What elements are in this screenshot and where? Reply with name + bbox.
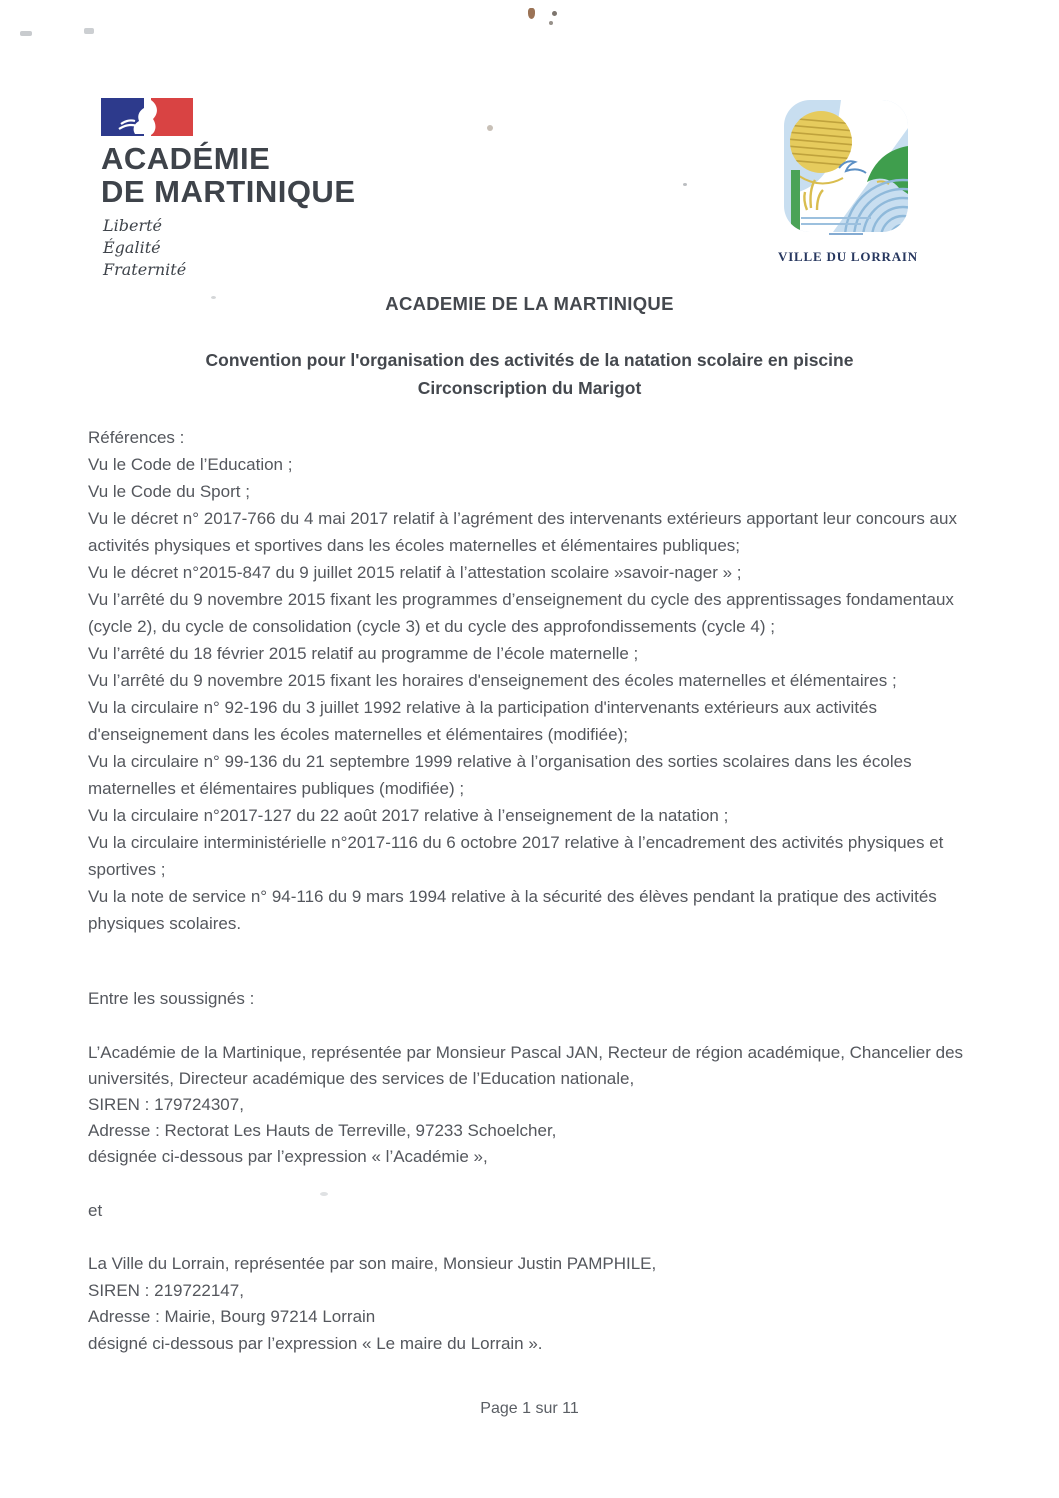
party-city-line: La Ville du Lorrain, représentée par son maire, Monsieur Justin PAMPHILE, [88,1254,657,1273]
motto-line: Liberté [103,216,162,235]
party-academy-line: Adresse : Rectorat Les Hauts de Terreville, 97233 Schoelcher, [88,1121,557,1140]
reference-item: Vu le décret n° 2017-766 du 4 mai 2017 relatif à l’agrément des intervenants extérieurs apportant leur concours aux activités physiques et sportives dans les écoles maternelles et élémentaires publiques; [88,509,957,555]
academy-wordmark-line2: DE MARTINIQUE [101,174,356,209]
scan-artifact [20,31,32,36]
party-academy [88,1040,983,1170]
party-academy-line: L’Académie de la Martinique, représentée par Monsieur Pascal JAN, Recteur de région académique, Chancelier des universités, Directeur académique des services de l’Education nationale, [88,1043,964,1088]
scan-artifact [84,28,94,34]
french-republic-flag-icon [101,98,193,136]
reference-item: Vu la circulaire n°2017-127 du 22 août 2017 relative à l’enseignement de la natation ; [88,806,729,825]
party-city-line: désigné ci-dessous par l’expression « Le maire du Lorrain ». [88,1333,543,1353]
document-subtitle [0,346,1059,402]
reference-item: Vu la circulaire interministérielle n°2017-116 du 6 octobre 2017 relative à l’encadrement des activités physiques et sportives ; [88,833,944,879]
scan-artifact [683,183,687,186]
references-heading: Références : [88,428,185,447]
scan-artifact [528,8,535,19]
scan-artifact [320,1192,328,1196]
party-academy-line: désignée ci-dessous par l’expression « l’Académie », [88,1147,488,1166]
subtitle-line-2: Circonscription du Marigot [417,378,642,398]
reference-item: Vu le décret n°2015-847 du 9 juillet 2015 relatif à l’attestation scolaire »savoir-nager » ; [88,563,742,582]
reference-item: Vu le Code du Sport ; [88,482,250,501]
reference-item: Vu l’arrêté du 9 novembre 2015 fixant les horaires d'enseignement des écoles maternelles et élémentaires ; [88,671,897,690]
between-heading: Entre les soussignés : [88,989,255,1008]
page-number: Page 1 sur 11 [480,1400,579,1417]
city-logo-caption: VILLE DU LORRAIN [778,249,918,264]
reference-item: Vu le Code de l’Education ; [88,455,293,474]
scan-artifact [552,11,557,16]
academy-wordmark-line1: ACADÉMIE [101,141,271,176]
scan-artifact [487,125,493,131]
party-city-line: SIREN : 219722147, [88,1280,244,1300]
ville-du-lorrain-logo [778,98,918,265]
references-list [88,451,983,937]
ville-du-lorrain-emblem-icon [781,98,911,236]
academie-martinique-logo [101,98,356,281]
subtitle-line-1: Convention pour l'organisation des activités de la natation scolaire en piscine [205,350,854,370]
reference-item: Vu la circulaire n° 92-196 du 3 juillet 1992 relative à la participation d'intervenants extérieurs aux activités d'enseignement dans les écoles maternelles et élémentaires (modifiée); [88,698,878,744]
reference-item: Vu l’arrêté du 9 novembre 2015 fixant les programmes d’enseignement du cycle des apprentissages fondamentaux (cycle 2), du cycle de consolidation (cycle 3) et du cycle des approfondissements (cycle 4) ; [88,590,954,636]
motto-line: Égalité [103,238,161,257]
republic-motto [103,215,356,281]
scan-artifact [549,21,553,25]
reference-item: Vu l’arrêté du 18 février 2015 relatif au programme de l’école maternelle ; [88,644,639,663]
party-city [88,1251,983,1357]
party-city-line: Adresse : Mairie, Bourg 97214 Lorrain [88,1307,376,1326]
motto-line: Fraternité [103,260,187,279]
document-title: ACADEMIE DE LA MARTINIQUE [385,293,674,314]
reference-item: Vu la note de service n° 94-116 du 9 mars 1994 relative à la sécurité des élèves pendant la pratique des activités physiques scolaires. [88,887,937,933]
references-section [88,424,983,937]
reference-item: Vu la circulaire n° 99-136 du 21 septembre 1999 relative à l’organisation des sorties scolaires dans les écoles maternelles et élémentaires publiques (modifiée) ; [88,752,912,798]
party-academy-line: SIREN : 179724307, [88,1095,244,1114]
connector-word: et [88,1201,103,1220]
